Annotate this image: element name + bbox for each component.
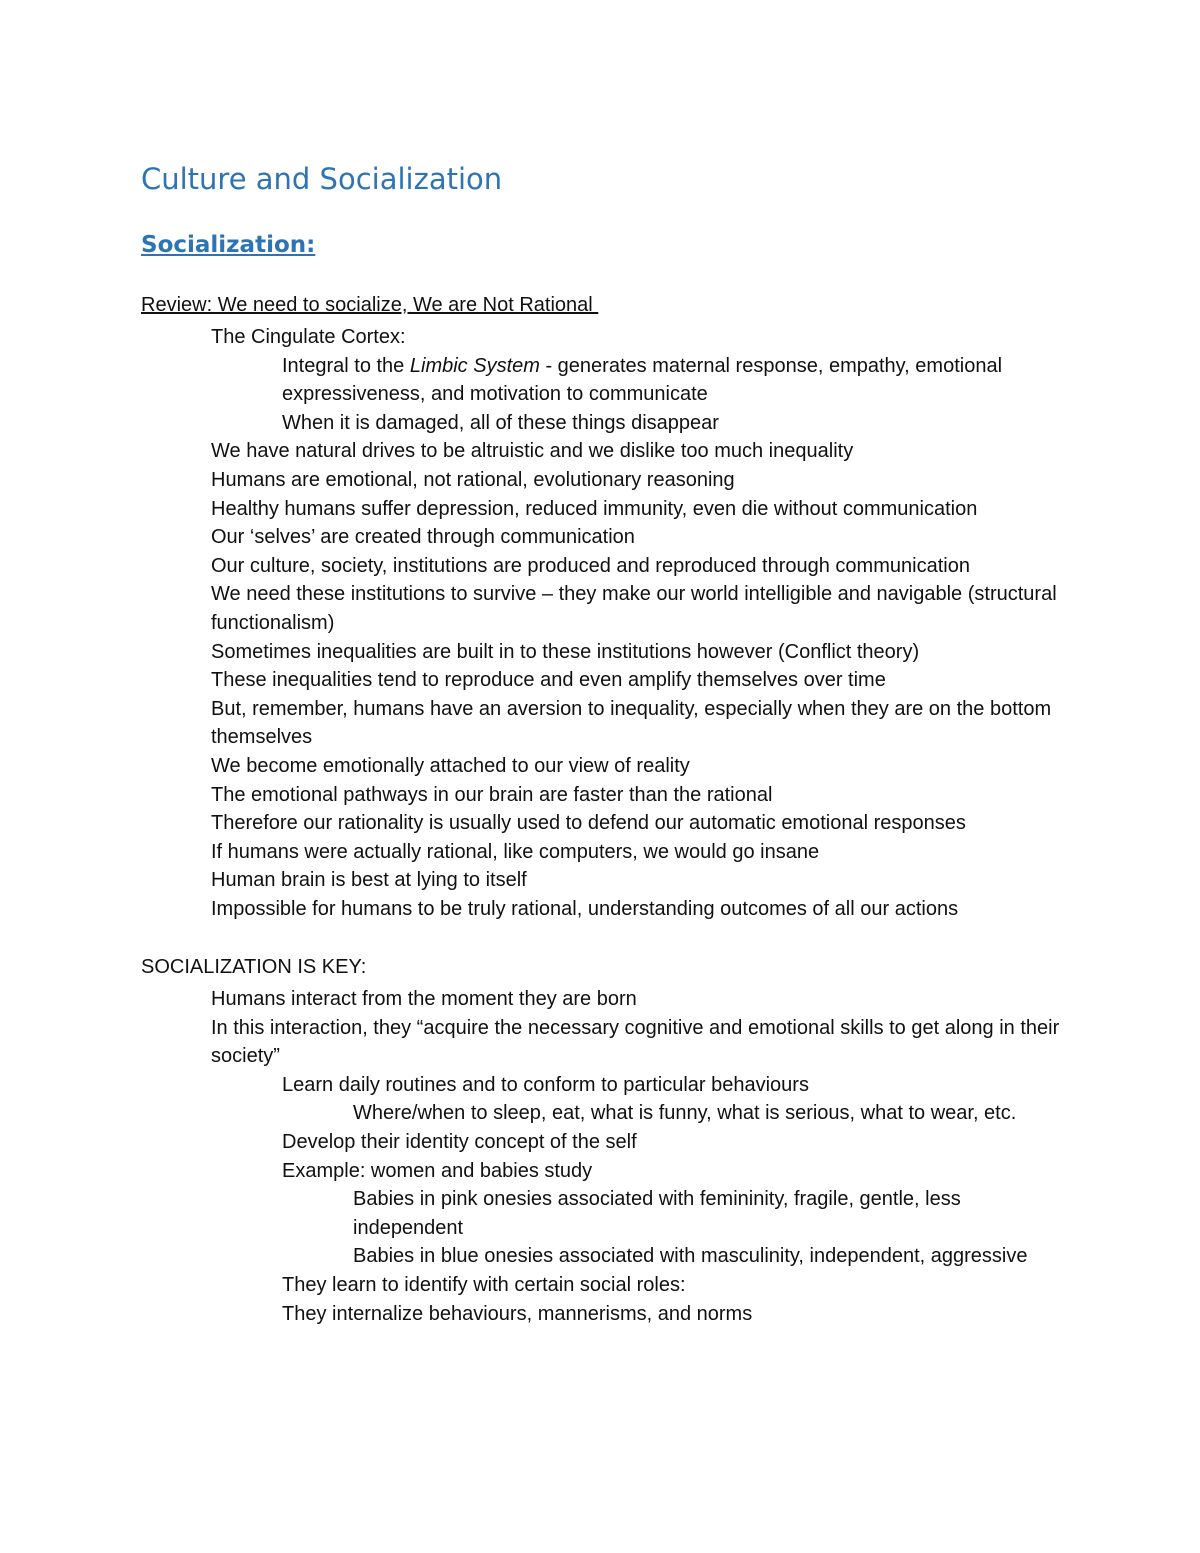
list-item-text bbox=[282, 352, 1062, 409]
document-title: Culture and Socialization bbox=[141, 162, 503, 196]
review-bullet-list bbox=[0, 323, 1200, 923]
list-item-text: Healthy humans suffer depression, reduced immunity, even die without communication bbox=[211, 497, 978, 520]
key-bullet-list bbox=[0, 985, 1200, 1328]
list-item bbox=[0, 437, 1061, 466]
key-subheading: SOCIALIZATION IS KEY: bbox=[141, 956, 367, 978]
list-item-text: We need these institutions to survive – they make our world intelligible and navigable (structural functionalism) bbox=[211, 583, 1057, 634]
list-item bbox=[0, 1128, 1062, 1157]
list-item bbox=[0, 752, 1061, 781]
list-item-text: In this interaction, they “acquire the necessary cognitive and emotional skills to get along in their society” bbox=[211, 1016, 1060, 1068]
list-item bbox=[0, 809, 1061, 838]
section-heading: Socialization: bbox=[141, 232, 316, 258]
list-item bbox=[0, 552, 1061, 581]
list-item bbox=[0, 523, 1061, 552]
list-item-text: We become emotionally attached to our view of reality bbox=[211, 754, 690, 777]
list-item-text: Example: women and babies study bbox=[282, 1159, 593, 1182]
list-item bbox=[0, 1099, 1053, 1128]
list-item-text: These inequalities tend to reproduce and even amplify themselves over time bbox=[211, 669, 886, 692]
list-item bbox=[0, 1271, 1062, 1300]
list-item bbox=[0, 781, 1061, 810]
emphasized-term: Limbic System bbox=[409, 354, 540, 377]
list-item-text: Sometimes inequalities are built in to these institutions however (Conflict theory) bbox=[211, 640, 920, 663]
list-item-text: Impossible for humans to be truly rational, understanding outcomes of all our actions bbox=[211, 897, 959, 920]
list-item-text: If humans were actually rational, like computers, we would go insane bbox=[211, 840, 820, 863]
list-item bbox=[0, 666, 1061, 695]
list-item-text: Therefore our rationality is usually used to defend our automatic emotional responses bbox=[211, 812, 966, 835]
list-item-text: We have natural drives to be altruistic and we dislike too much inequality bbox=[211, 440, 854, 463]
list-item bbox=[0, 985, 1061, 1014]
list-item-text: Develop their identity concept of the self bbox=[282, 1130, 637, 1153]
list-item bbox=[0, 638, 1061, 667]
list-item bbox=[0, 580, 1061, 637]
list-item-text: Humans are emotional, not rational, evolutionary reasoning bbox=[211, 468, 735, 491]
list-item-text: Babies in blue onesies associated with masculinity, independent, aggressive bbox=[353, 1245, 1028, 1268]
list-item-text: Our culture, society, institutions are produced and reproduced through communication bbox=[211, 554, 970, 577]
list-item bbox=[0, 1242, 1053, 1271]
review-subheading: Review: We need to socialize, We are Not Rational bbox=[141, 294, 599, 316]
list-item-text: When it is damaged, all of these things disappear bbox=[282, 411, 719, 434]
list-item-text: But, remember, humans have an aversion to inequality, especially when they are on the bottom themselves bbox=[211, 697, 1052, 749]
list-item bbox=[0, 838, 1061, 867]
list-item bbox=[0, 695, 1061, 752]
list-item-text: They learn to identify with certain social roles: bbox=[282, 1273, 686, 1296]
list-item bbox=[0, 466, 1061, 495]
list-item-text: Where/when to sleep, eat, what is funny, what is serious, what to wear, etc. bbox=[353, 1102, 1017, 1125]
list-item-text: They internalize behaviours, mannerisms, and norms bbox=[282, 1302, 753, 1325]
list-item bbox=[0, 495, 1061, 524]
list-item bbox=[0, 1071, 1062, 1100]
list-item bbox=[0, 1185, 1053, 1242]
list-item bbox=[0, 352, 1062, 409]
list-item-text: Learn daily routines and to conform to particular behaviours bbox=[282, 1073, 809, 1096]
list-item bbox=[0, 895, 1061, 924]
list-item bbox=[0, 1300, 1062, 1329]
list-item-text: Babies in pink onesies associated with femininity, fragile, gentle, less independent bbox=[353, 1188, 961, 1239]
list-item-text-part: - generates maternal response, empathy, emotional expressiveness, and motivation to communicate bbox=[282, 354, 1003, 406]
list-item bbox=[0, 866, 1061, 895]
list-item-text: The Cingulate Cortex: bbox=[211, 326, 406, 348]
list-item bbox=[0, 409, 1062, 438]
list-item-text: Human brain is best at lying to itself bbox=[211, 869, 527, 892]
list-item-text: Our ‘selves’ are created through communication bbox=[211, 526, 635, 549]
list-item bbox=[0, 1014, 1061, 1071]
list-item-text: Humans interact from the moment they are born bbox=[211, 988, 637, 1010]
list-item-text: The emotional pathways in our brain are faster than the rational bbox=[211, 783, 773, 806]
list-item bbox=[0, 1157, 1062, 1186]
list-item-text-part: Integral to the bbox=[282, 354, 410, 377]
list-item bbox=[0, 323, 1061, 352]
